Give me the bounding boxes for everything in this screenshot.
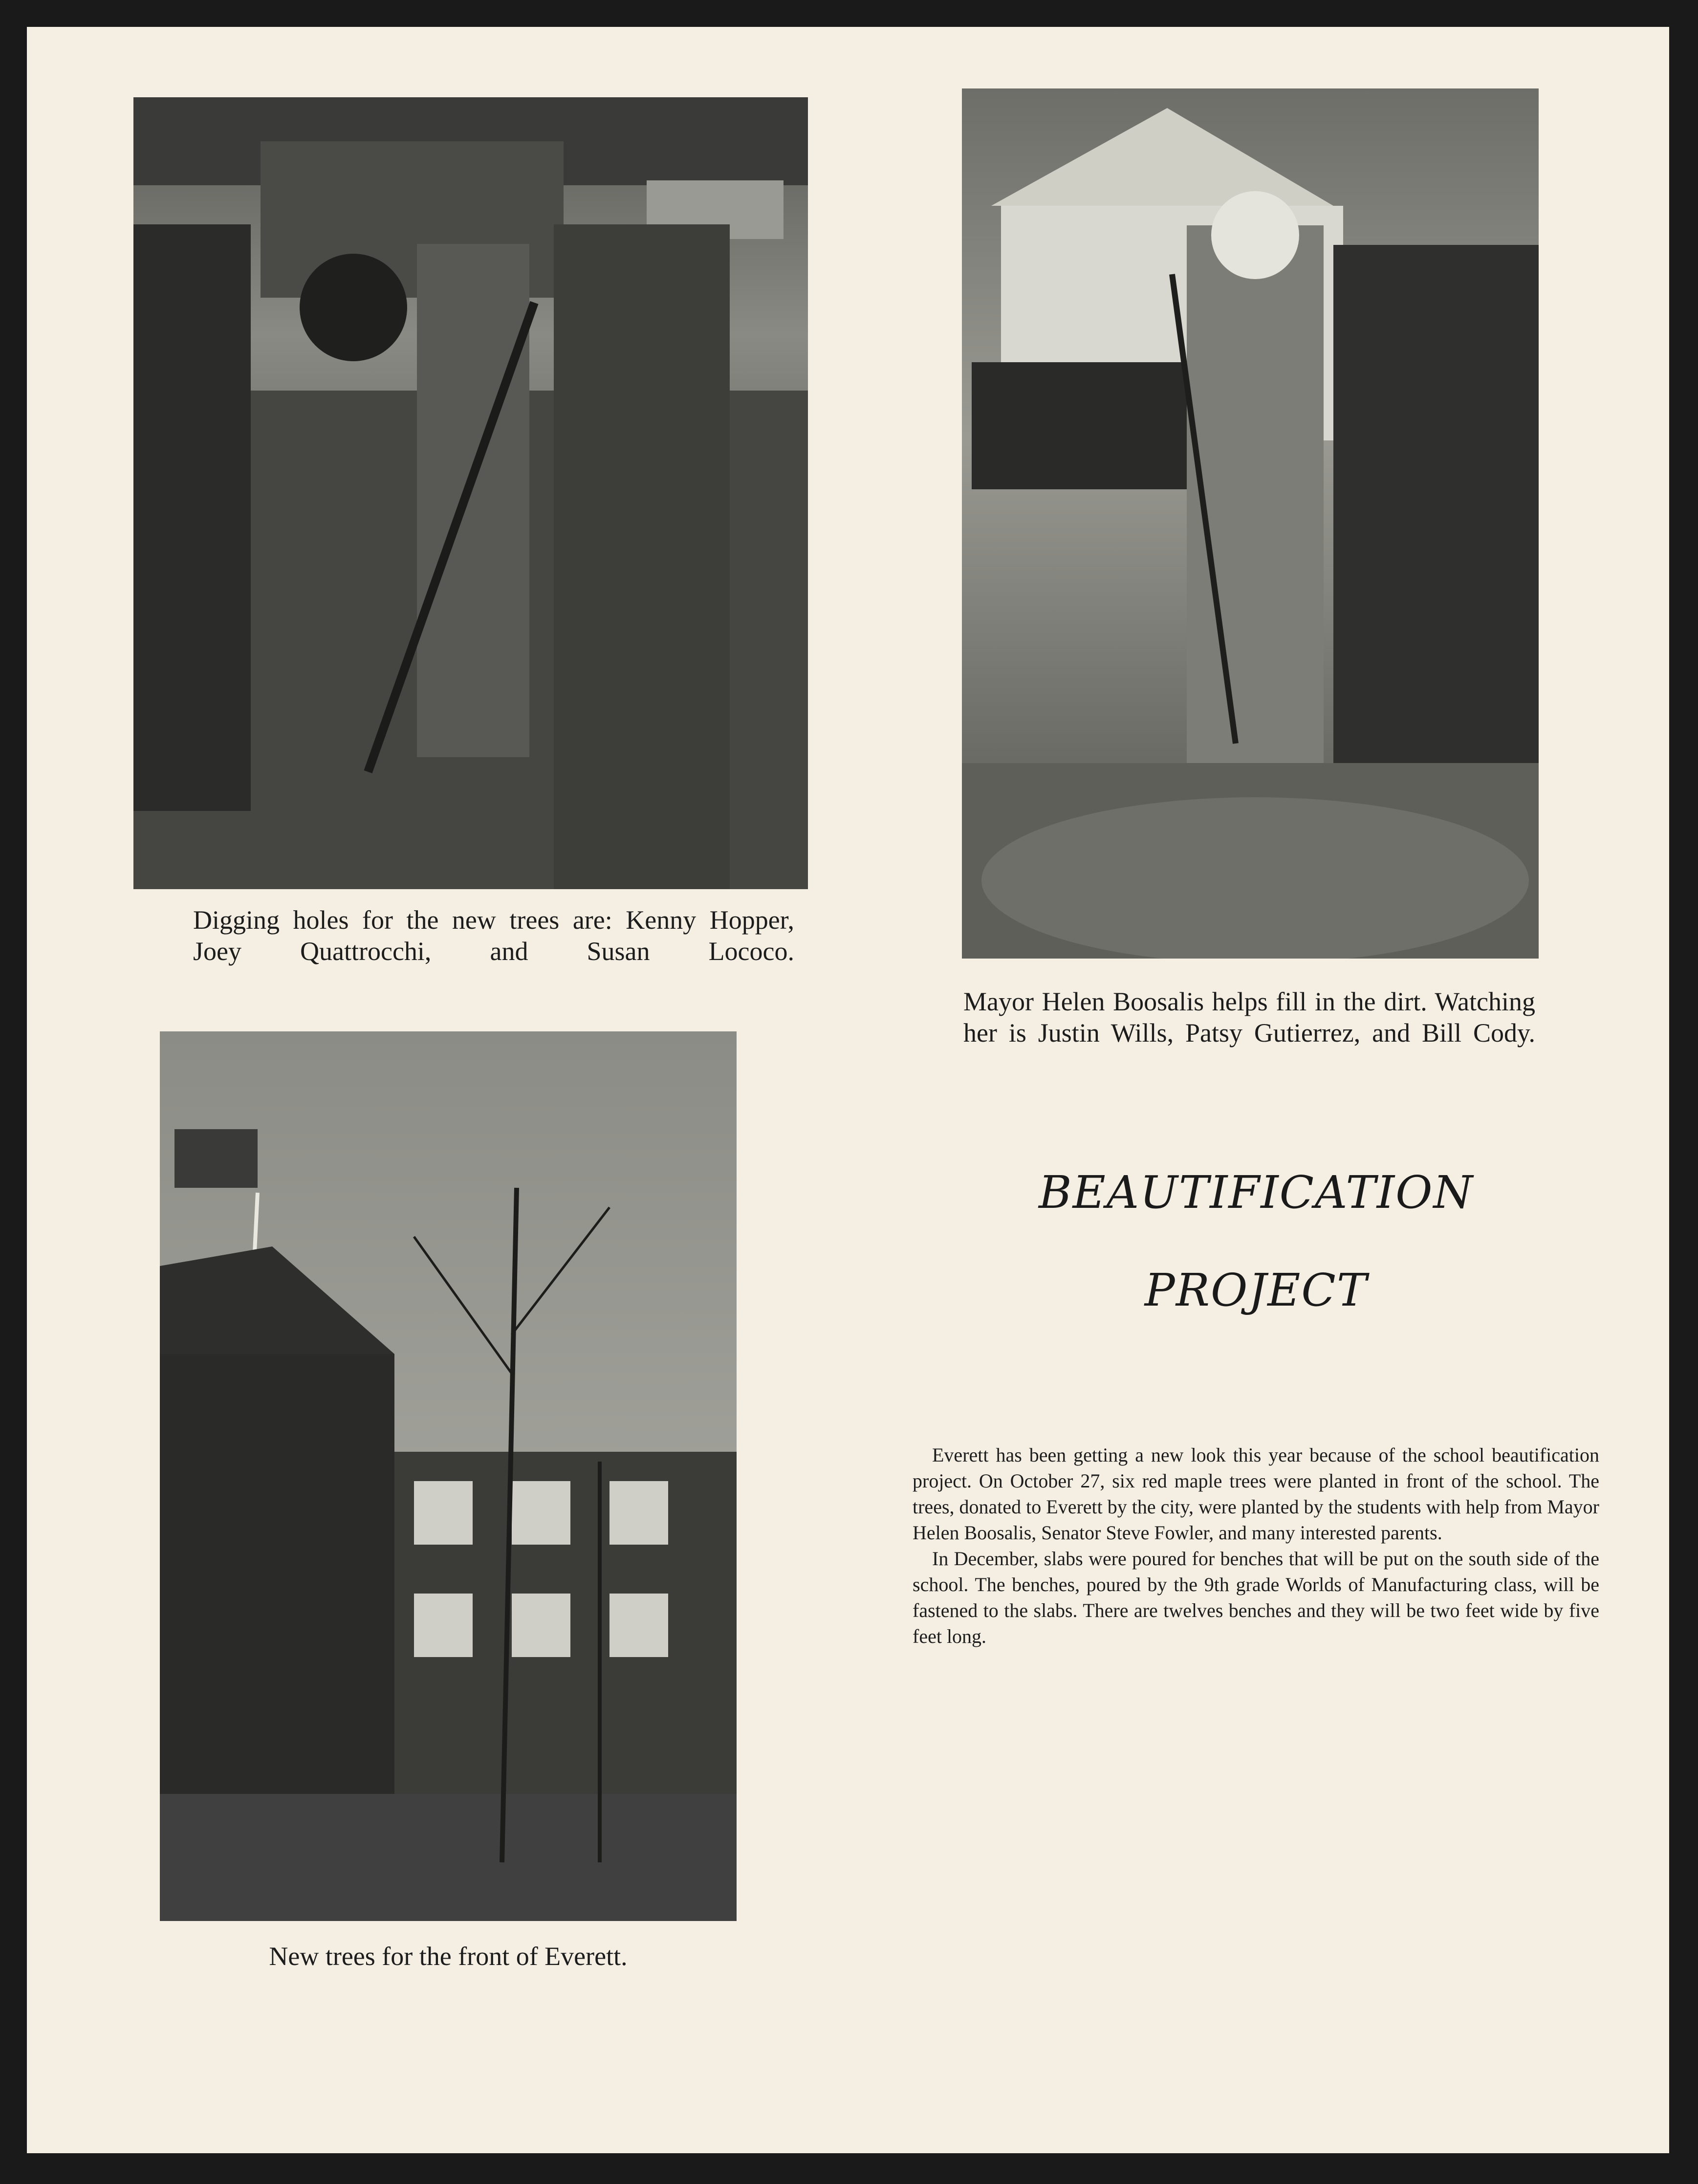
mayor-photo (962, 88, 1539, 959)
article-body (913, 1442, 1599, 1649)
school-photo-image (160, 1031, 737, 1921)
heading-line-1: BEAUTIFICATION (1038, 1166, 1474, 1219)
new-trees-caption: New trees for the front of Everett. (269, 1942, 628, 1971)
article-paragraph-2: In December, slabs were poured for benches that will be put on the south side of the school. The benches, poured by the 9th grade Worlds of Manufacturing class, will be fastened to the slabs. There are twelves benches and they will be two feet wide by five feet long. (913, 1548, 1599, 1647)
article-paragraph-1: Everett has been getting a new look this year because of the school beautification project. On October 27, six red maple trees were planted in front of the school. The trees, donated to Everett by the city, were planted by the students with help from Mayor Helen Boosalis, Senator Steve Fowler, and many interested parents. (913, 1444, 1599, 1544)
digging-photo (133, 97, 808, 889)
digging-caption: Digging holes for the new trees are: Kenny Hopper, Joey Quattrocchi, and Susan Lococo. (193, 905, 794, 966)
mayor-caption: Mayor Helen Boosalis helps fill in the dirt. Watching her is Justin Wills, Patsy Gutierrez, and Bill Cody. (963, 987, 1535, 1048)
mayor-photo-image (962, 88, 1539, 959)
school-photo (160, 1031, 737, 1921)
heading-line-2: PROJECT (1144, 1264, 1368, 1316)
yearbook-page (27, 27, 1669, 2153)
digging-photo-image (133, 97, 808, 889)
